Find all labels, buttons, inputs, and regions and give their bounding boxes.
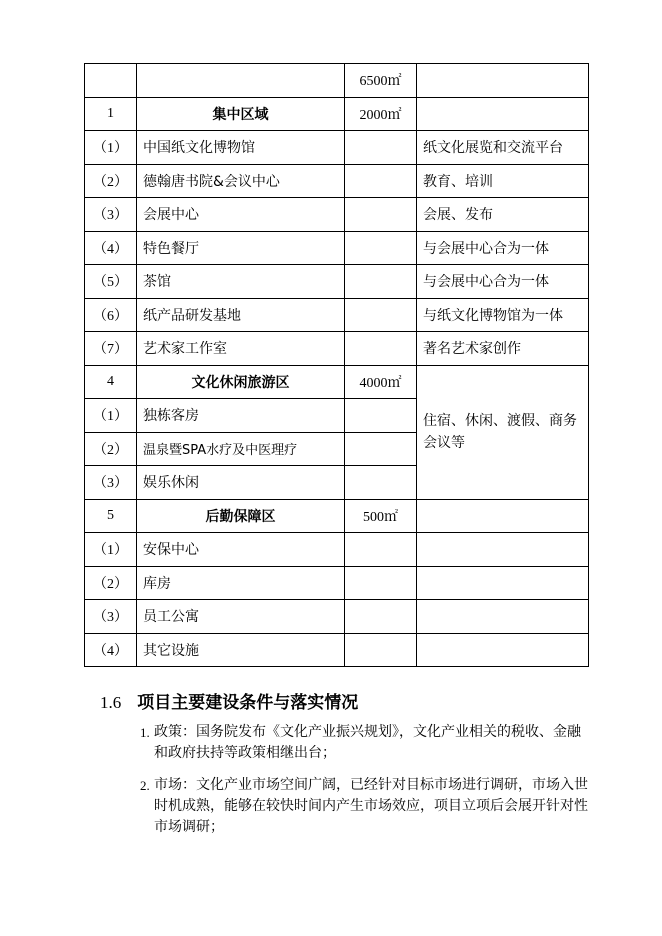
area-cell: [345, 164, 417, 198]
row-number: 1: [85, 97, 137, 131]
purpose-cell: 与纸文化博物馆为一体: [417, 298, 589, 332]
facility-name: [137, 64, 345, 98]
table-row: [85, 633, 589, 667]
facility-name: 娱乐休闲: [137, 466, 345, 500]
facility-name: 艺术家工作室: [137, 332, 345, 366]
table-row: [85, 533, 589, 567]
row-number: （2）: [85, 164, 137, 198]
purpose-cell-merged: 住宿、休闲、渡假、商务会议等: [417, 365, 589, 499]
facility-name: 安保中心: [137, 533, 345, 567]
list-item: [140, 722, 590, 764]
purpose-cell: [417, 97, 589, 131]
facility-name: 独栋客房: [137, 399, 345, 433]
category-name: 集中区域: [137, 97, 345, 131]
facility-name: 纸产品研发基地: [137, 298, 345, 332]
section-heading: [100, 688, 358, 713]
section-title: 项目主要建设条件与落实情况: [137, 693, 359, 713]
area-cell: [345, 298, 417, 332]
list-item-text: 政策：国务院发布《文化产业振兴规划》，文化产业相关的税收、金融和政府扶持等政策相继出台；: [154, 724, 581, 761]
area-cell: [345, 265, 417, 299]
list-item: [140, 775, 590, 838]
category-name: 后勤保障区: [137, 499, 345, 533]
purpose-cell: 会展、发布: [417, 198, 589, 232]
table-row: [85, 499, 589, 533]
area-cell: 500㎡: [345, 499, 417, 533]
purpose-cell: [417, 566, 589, 600]
facility-name: 德翰唐书院&会议中心: [137, 164, 345, 198]
facility-name: 其它设施: [137, 633, 345, 667]
purpose-cell: [417, 600, 589, 634]
facility-name: 特色餐厅: [137, 231, 345, 265]
purpose-cell: [417, 533, 589, 567]
row-number: （2）: [85, 432, 137, 466]
row-number: （2）: [85, 566, 137, 600]
table-row: [85, 97, 589, 131]
facility-name: 库房: [137, 566, 345, 600]
section-number: 1.6: [100, 693, 122, 712]
row-number: （3）: [85, 600, 137, 634]
area-cell: [345, 332, 417, 366]
row-number: （1）: [85, 399, 137, 433]
category-name: 文化休闲旅游区: [137, 365, 345, 399]
area-cell: [345, 600, 417, 634]
purpose-cell: 著名艺术家创作: [417, 332, 589, 366]
row-number: （6）: [85, 298, 137, 332]
list-item-number: 1.: [140, 725, 150, 740]
area-cell: [345, 432, 417, 466]
purpose-cell: 与会展中心合为一体: [417, 231, 589, 265]
row-number: 5: [85, 499, 137, 533]
purpose-cell: [417, 64, 589, 98]
facility-name: 温泉暨SPA水疗及中医理疗: [137, 432, 345, 466]
table-row: [85, 566, 589, 600]
row-number: （3）: [85, 466, 137, 500]
row-number: 4: [85, 365, 137, 399]
table-row: [85, 600, 589, 634]
table-row: [85, 231, 589, 265]
table-row: [85, 164, 589, 198]
area-cell: [345, 198, 417, 232]
facility-name: 会展中心: [137, 198, 345, 232]
row-number: （4）: [85, 231, 137, 265]
table-row: [85, 131, 589, 165]
area-cell: 2000㎡: [345, 97, 417, 131]
purpose-cell: [417, 499, 589, 533]
table-row: [85, 265, 589, 299]
area-cell: [345, 466, 417, 500]
facility-name: 中国纸文化博物馆: [137, 131, 345, 165]
area-cell: [345, 131, 417, 165]
purpose-cell: 教育、培训: [417, 164, 589, 198]
area-cell: 6500㎡: [345, 64, 417, 98]
area-cell: [345, 533, 417, 567]
facility-plan-table: [84, 63, 589, 667]
area-cell: [345, 231, 417, 265]
purpose-cell: [417, 633, 589, 667]
table-row: [85, 198, 589, 232]
row-number: （1）: [85, 533, 137, 567]
row-number: （5）: [85, 265, 137, 299]
row-number: （4）: [85, 633, 137, 667]
area-cell: [345, 399, 417, 433]
table-row: [85, 332, 589, 366]
area-cell: 4000㎡: [345, 365, 417, 399]
area-cell: [345, 633, 417, 667]
list-item-text: 市场：文化产业市场空间广阔，已经针对目标市场进行调研，市场入世时机成熟，能够在较快时间内产生市场效应，项目立项后会展开针对性市场调研；: [154, 777, 588, 835]
row-number: [85, 64, 137, 98]
table-row: [85, 298, 589, 332]
row-number: （1）: [85, 131, 137, 165]
area-cell: [345, 566, 417, 600]
row-number: （7）: [85, 332, 137, 366]
purpose-cell: 纸文化展览和交流平台: [417, 131, 589, 165]
row-number: （3）: [85, 198, 137, 232]
facility-name: 茶馆: [137, 265, 345, 299]
purpose-cell: 与会展中心合为一体: [417, 265, 589, 299]
list-item-number: 2.: [140, 778, 150, 793]
table-row: [85, 365, 589, 399]
table-row: [85, 64, 589, 98]
facility-name: 员工公寓: [137, 600, 345, 634]
